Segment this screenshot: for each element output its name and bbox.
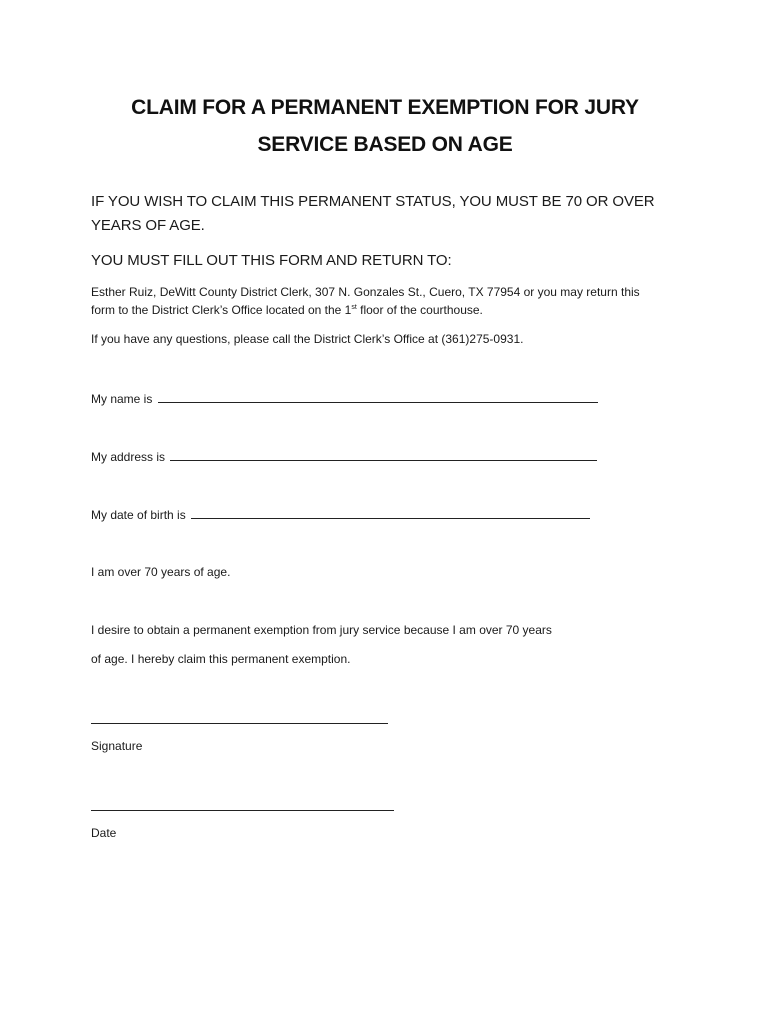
ordinal-suffix: st [351,304,357,311]
questions-contact-line: If you have any questions, please call the District Clerk’s Office at (361)275-0931. [91,332,524,346]
eligibility-notice-line-2: YEARS OF AGE. [91,217,205,234]
date-label: Date [91,826,117,840]
signature-line[interactable] [91,722,388,724]
exemption-statement-line-1: I desire to obtain a permanent exemption from jury service because I am over 70 years [91,623,552,637]
dob-label: My date of birth is [91,508,186,522]
age-statement: I am over 70 years of age. [91,565,231,579]
eligibility-notice-line-1: IF YOU WISH TO CLAIM THIS PERMANENT STATUS, YOU MUST BE 70 OR OVER [91,193,655,210]
form-title-line-1: CLAIM FOR A PERMANENT EXEMPTION FOR JURY [131,96,639,119]
return-instruction-heading: YOU MUST FILL OUT THIS FORM AND RETURN TO: [91,252,452,269]
name-label: My name is [91,392,153,406]
name-field [91,390,598,406]
date-line[interactable] [91,809,394,811]
return-address-line-1: Esther Ruiz, DeWitt County District Clerk, 307 N. Gonzales St., Cuero, TX 77954 or you may return this [91,285,640,299]
return-address-line-2: form to the District Clerk’s Office located on the 1st floor of the courthouse. [91,303,483,317]
form-title-line-2: SERVICE BASED ON AGE [257,133,513,156]
address-label: My address is [91,450,166,464]
dob-field [91,506,590,522]
exemption-statement-line-2: of age. I hereby claim this permanent exemption. [91,652,351,666]
name-input-line[interactable] [158,390,598,403]
dob-input-line[interactable] [191,506,590,519]
address-input-line[interactable] [170,448,597,461]
signature-label: Signature [91,739,143,753]
address-field [91,448,597,464]
